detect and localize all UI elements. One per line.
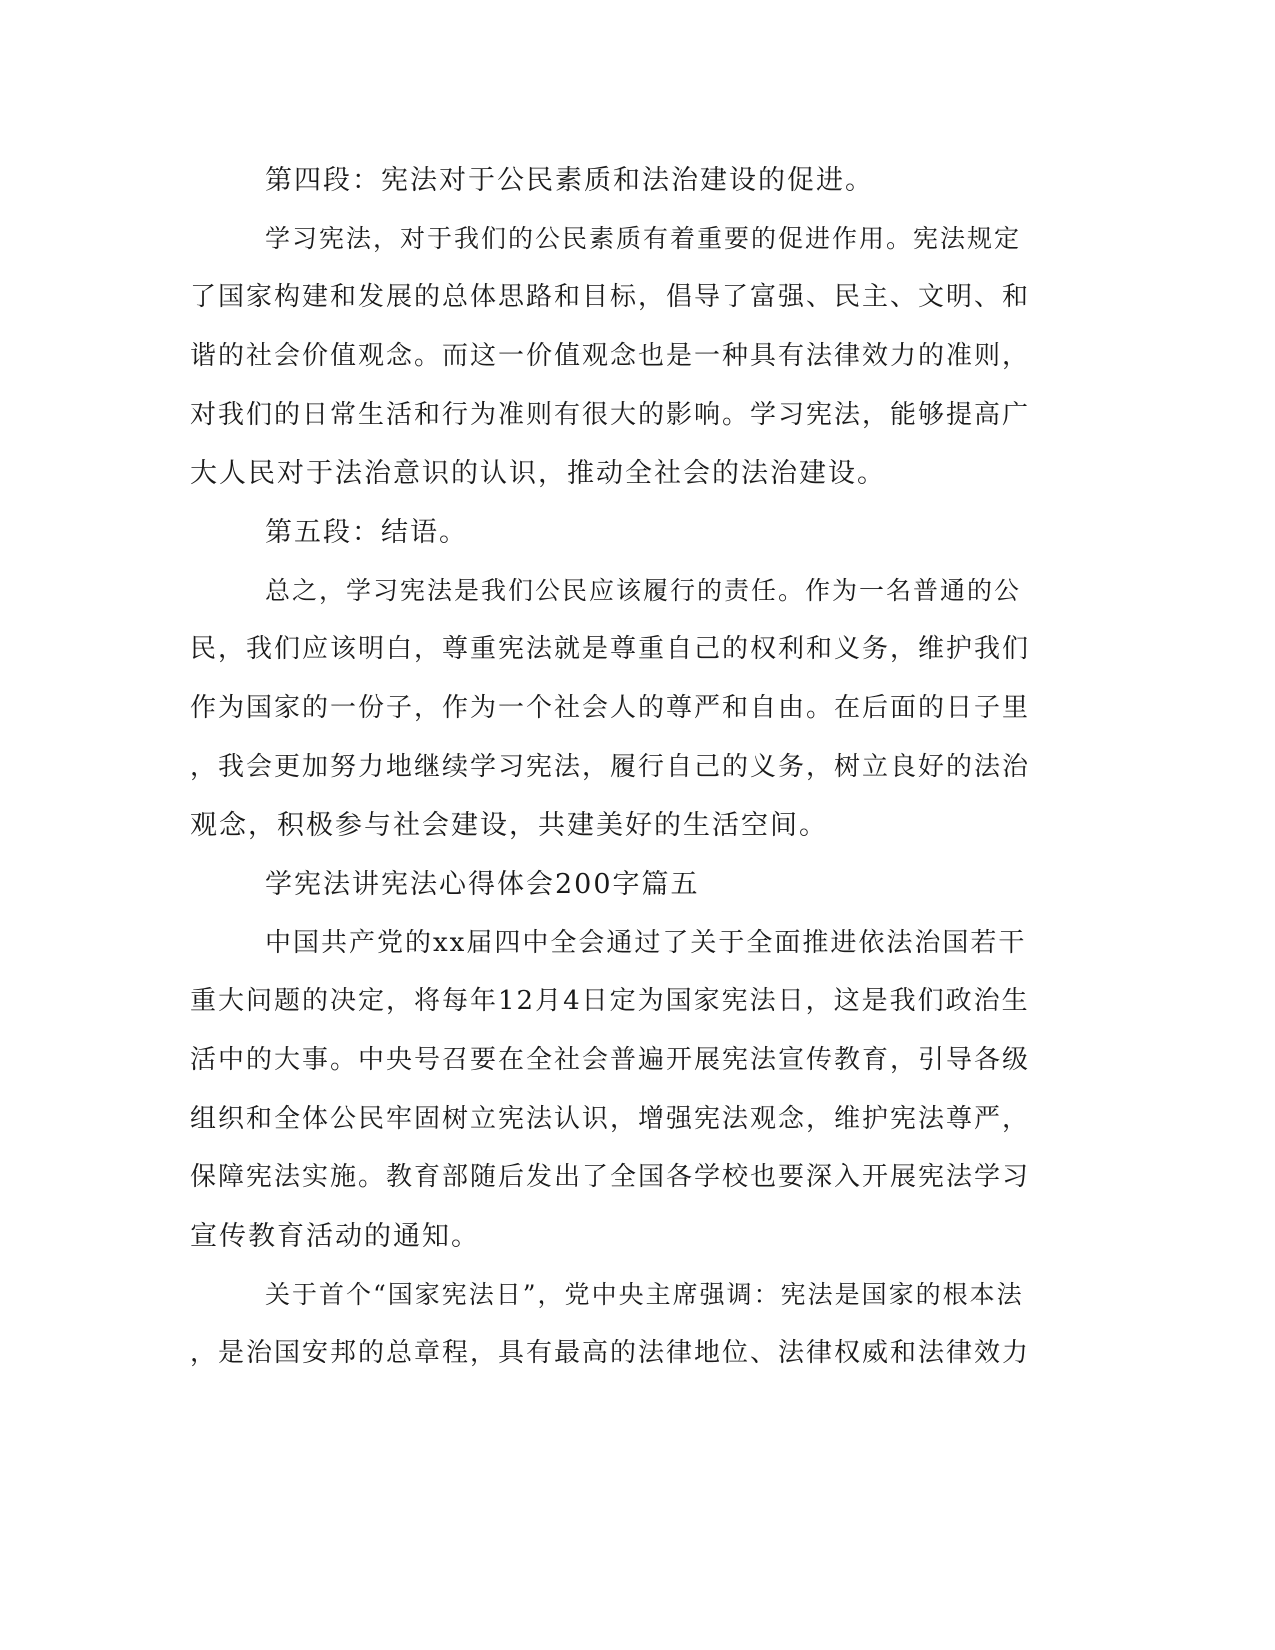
text-line: 对我们的日常生活和行为准则有很大的影响。学习宪法，能够提高广 <box>190 400 1031 430</box>
text-line: 了国家构建和发展的总体思路和目标，倡导了富强、民主、文明、和 <box>190 282 1031 312</box>
text-line: 作为国家的一份子，作为一个社会人的尊严和自由。在后面的日子里 <box>190 693 1031 723</box>
text-line: 谐的社会价值观念。而这一价值观念也是一种具有法律效力的准则， <box>190 341 1031 371</box>
text-line: ，是治国安邦的总章程，具有最高的法律地位、法律权威和法律效力 <box>190 1338 1031 1368</box>
text-line: 民，我们应该明白，尊重宪法就是尊重自己的权利和义务，维护我们 <box>190 634 1031 664</box>
text-line: 中国共产党的xx届四中全会通过了关于全面推进依法治国若干 <box>265 928 1027 958</box>
text-line: 第四段：宪法对于公民素质和法治建设的促进。 <box>265 165 874 196</box>
text-line: 大人民对于法治意识的认识，推动全社会的法治建设。 <box>190 458 886 489</box>
text-line: 组织和全体公民牢固树立宪法认识，增强宪法观念，维护宪法尊严， <box>190 1104 1031 1134</box>
text-line: 观念，积极参与社会建设，共建美好的生活空间。 <box>190 810 828 841</box>
section-heading: 学宪法讲宪法心得体会200字篇五 <box>265 869 700 900</box>
text-line: 重大问题的决定，将每年12月4日定为国家宪法日，这是我们政治生 <box>190 986 1030 1016</box>
text-line: 活中的大事。中央号召要在全社会普遍开展宪法宣传教育，引导各级 <box>190 1045 1031 1075</box>
text-line: 总之，学习宪法是我们公民应该履行的责任。作为一名普通的公 <box>265 576 1022 605</box>
text-line: 宣传教育活动的通知。 <box>190 1221 480 1252</box>
text-line: 第五段：结语。 <box>265 517 468 548</box>
text-line: 保障宪法实施。教育部随后发出了全国各学校也要深入开展宪法学习 <box>190 1162 1031 1192</box>
text-line: 学习宪法，对于我们的公民素质有着重要的促进作用。宪法规定 <box>265 224 1022 253</box>
text-line: ，我会更加努力地继续学习宪法，履行自己的义务，树立良好的法治 <box>190 752 1031 782</box>
text-line: 关于首个“国家宪法日”，党中央主席强调：宪法是国家的根本法 <box>265 1280 1024 1309</box>
